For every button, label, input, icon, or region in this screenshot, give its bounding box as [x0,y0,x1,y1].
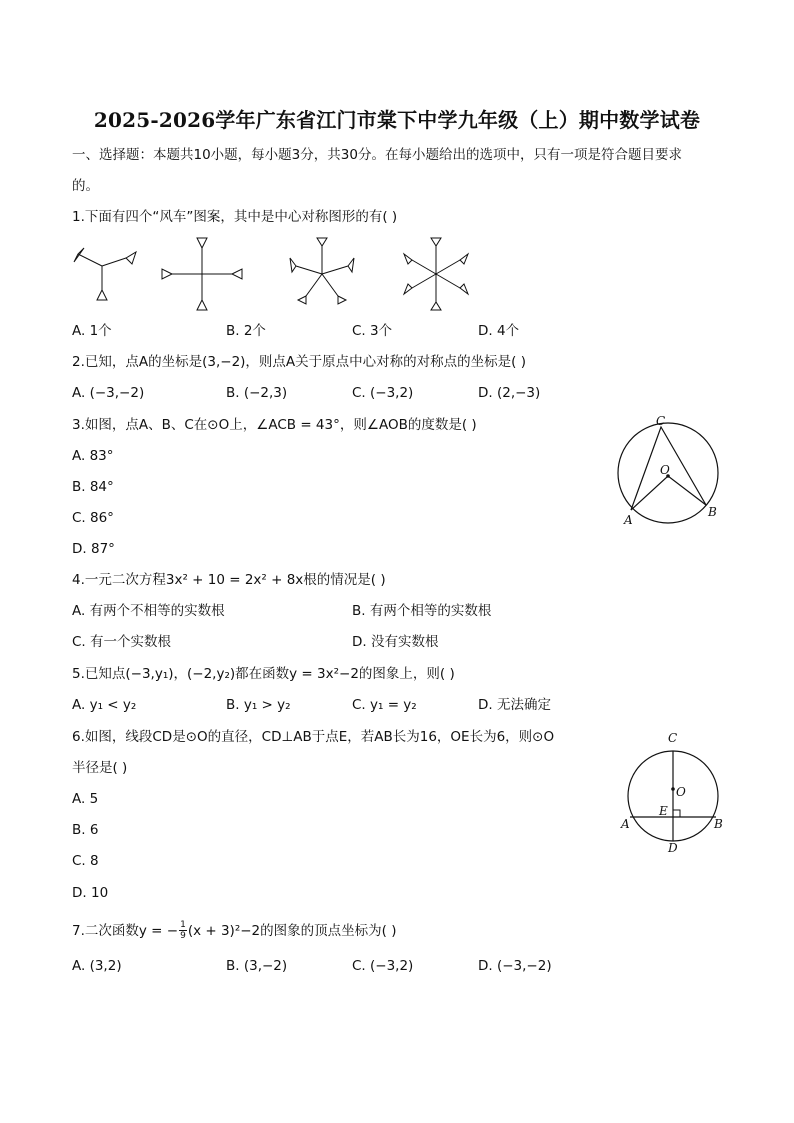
q7-option-a: A. (3,2) [72,958,122,974]
q6-center-point [671,787,675,791]
question-2-stem: 2.已知，点A的坐标是(3,−2)，则点A关于原点中心对称的对称点的坐标是( ) [72,354,526,370]
q4-option-d: D. 没有实数根 [352,634,439,650]
q6-label-d: D [668,841,678,855]
q2-option-c: C. (−3,2) [352,385,414,401]
q6-label-e: E [659,804,668,818]
q7-stem-prefix: 7.二次函数y = − [72,922,179,939]
question-5-stem: 5.已知点(−3,y₁)，(−2,y₂)都在函数y = 3x²−2的图象上，则( ) [72,666,455,682]
q6-option-b: B. 6 [72,822,99,838]
q5-option-d: D. 无法确定 [478,697,551,713]
question-6-stem-cont: 半径是( ) [72,760,128,776]
windmill-figures [60,236,480,312]
q7-fraction [179,920,187,941]
question-6-stem: 6.如图，线段CD是⊙O的直径，CD⊥AB于点E，若AB长为16，OE长为6，则⊙O [72,729,555,745]
q1-option-c: C. 3个 [352,323,393,339]
q6-right-angle-mark [673,810,680,817]
q6-option-d: D. 10 [72,885,109,901]
windmill-figure-2 [162,238,242,310]
q2-option-b: B. (−2,3) [226,385,288,401]
page-title: 2025-2026学年广东省江门市棠下中学九年级（上）期中数学试卷 [93,108,701,132]
q7-option-d: D. (−3,−2) [478,958,552,974]
q7-stem-suffix: (x + 3)²−2的图象的顶点坐标为( ) [187,922,397,939]
q3-label-a: A [624,513,633,527]
question-7-stem [72,920,396,941]
windmill-figure-3 [290,238,354,304]
q5-option-b: B. y₁ > y₂ [226,697,291,713]
q3-radii [631,476,706,510]
windmill-figure-1 [74,248,136,300]
q3-label-o: O [660,463,670,477]
q2-option-a: A. (−3,−2) [72,385,145,401]
q3-label-c: C [656,414,666,428]
section-instruction-cont: 的。 [72,178,99,194]
q3-label-b: B [708,505,717,519]
q1-option-a: A. 1个 [72,323,112,339]
q7-fraction-numerator: 1 [180,920,186,930]
q5-option-c: C. y₁ = y₂ [352,697,417,713]
q3-option-a: A. 83° [72,448,114,464]
q4-option-b: B. 有两个相等的实数根 [352,603,492,619]
q2-option-d: D. (2,−3) [478,385,541,401]
q7-option-c: C. (−3,2) [352,958,414,974]
question-4-stem: 4.一元二次方程3x² + 10 = 2x² + 8x根的情况是( ) [72,572,386,588]
q6-label-a: A [621,817,630,831]
question-1-stem: 1.下面有四个“风车”图案，其中是中心对称图形的有( ) [72,209,398,225]
q6-label-b: B [714,817,723,831]
q6-option-a: A. 5 [72,791,99,807]
q4-option-a: A. 有两个不相等的实数根 [72,603,225,619]
q3-option-d: D. 87° [72,541,115,557]
windmill-figure-4 [404,238,468,310]
q3-option-b: B. 84° [72,479,114,495]
q1-option-b: B. 2个 [226,323,266,339]
q1-option-d: D. 4个 [478,323,520,339]
q3-option-c: C. 86° [72,510,114,526]
section-instruction: 一、选择题：本题共10小题，每小题3分，共30分。在每小题给出的选项中，只有一项是符合题目要求 [72,147,682,163]
q7-option-b: B. (3,−2) [226,958,288,974]
q6-label-c: C [668,731,678,745]
q4-option-c: C. 有一个实数根 [72,634,172,650]
q6-label-o: O [676,785,686,799]
q7-fraction-denominator: 9 [180,931,186,941]
q5-option-a: A. y₁ < y₂ [72,697,137,713]
q6-circle-figure [618,728,728,856]
q6-option-c: C. 8 [72,853,99,869]
q3-circle-figure [608,410,738,532]
question-3-stem: 3.如图，点A、B、C在⊙O上，∠ACB = 43°，则∠AOB的度数是( ) [72,417,477,433]
